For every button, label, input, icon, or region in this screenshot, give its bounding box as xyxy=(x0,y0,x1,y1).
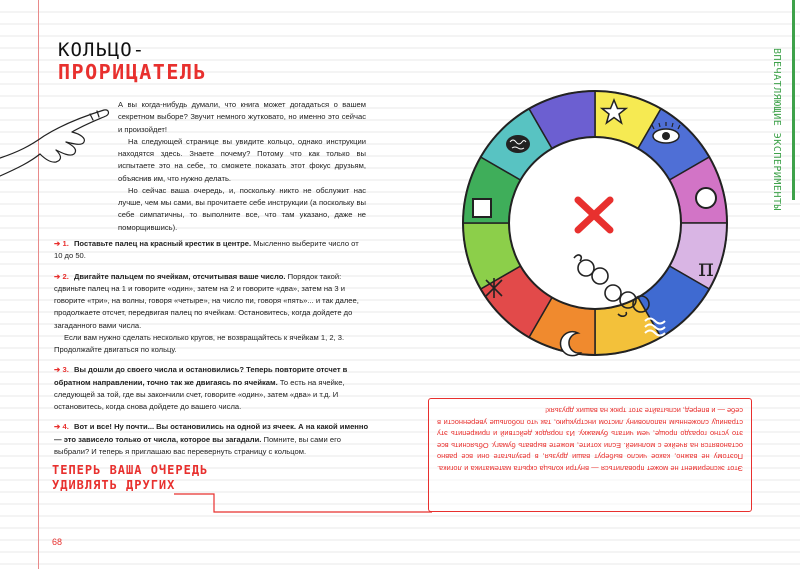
arrow-right-icon: ➔ xyxy=(54,365,61,375)
intro-paragraph: А вы когда-нибудь думали, что книга может догадаться о вашем секретном выборе? Звучит немного жутковато, но именно это сейчас и произойдет! xyxy=(118,100,366,134)
arrow-right-icon: ➔ xyxy=(54,422,61,432)
svg-text:π: π xyxy=(698,254,714,282)
page-number: 68 xyxy=(52,537,63,547)
chapter-label xyxy=(768,48,782,218)
cta-line-1: ТЕПЕРЬ ВАША ОЧЕРЕДЬ xyxy=(52,463,209,477)
step-number: 3. xyxy=(62,365,69,375)
pi-icon xyxy=(698,254,714,282)
cta-pointer-line xyxy=(174,490,434,516)
step-number: 2. xyxy=(62,271,69,281)
chapter-bar xyxy=(792,0,795,200)
chapter-label-text: ВПЕЧАТЛЯЮЩИЕ ЭКСПЕРИМЕНТЫ xyxy=(771,48,782,212)
step-3 xyxy=(54,364,369,413)
step-number: 1. xyxy=(62,239,69,248)
page-margin-line xyxy=(38,0,39,569)
prediction-ring xyxy=(460,88,730,358)
brain-icon xyxy=(506,135,530,153)
pointing-hand-icon xyxy=(0,96,112,186)
step-heading: Поставьте палец на красный крестик в центре. xyxy=(73,239,252,248)
step-number: 4. xyxy=(62,422,69,432)
title-line-1: КОЛЬЦО- xyxy=(58,39,146,61)
step-extra: Если вам нужно сделать несколько кругов, не возвращайтесь к ячейкам 1, 2, 3. Продолжайте двигаться по кольцу. xyxy=(54,332,345,354)
page-title xyxy=(58,40,207,83)
upside-down-note xyxy=(428,398,752,512)
step-body: Мысленно выберите число от 10 до 50. xyxy=(54,239,359,261)
intro-text xyxy=(118,99,366,234)
note-paragraph: Этот эксперимент не может провалиться — внутри кольца скрыта математика и логика. Поэтому не важно, какое число выберут ваши друзья, в результате они все равно остановятся на ячейке с молнией. Если хотите, можете вырвать бумагу. Объяснить все это устно гораздо проще, чем читать бумажку. Из порядок действий и прикрепить эту страницу сложенным наполовину листом инструкцию, так что побольше уверенности в себе — и вперед, испытайте этот трюк на ваших друзьях! xyxy=(437,406,743,473)
step-heading: Вы дошли до своего числа и остановились? Теперь повторите отсчет в обратном направлении, точно так же двигаясь по ячейкам. xyxy=(54,365,348,387)
circle-icon xyxy=(696,188,716,208)
arrow-right-icon: ➔ xyxy=(54,271,61,281)
steps-list xyxy=(54,238,369,466)
intro-paragraph: Но сейчас ваша очередь, и, поскольку никто не обслужит нас лучше, чем мы сами, вы прочитаете себе инструкции (а поскольку вы себе симпатичны, то выполните все, что там указано, даже не поморщившись). xyxy=(118,185,366,232)
step-heading: Вот и все! Ну почти... Вы остановились на одной из ячеек. А на какой именно — это зависело только от числа, которое вы загадали. xyxy=(54,422,369,444)
cta-line-2: УДИВЛЯТЬ ДРУГИХ xyxy=(52,478,176,492)
intro-paragraph: На следующей странице вы увидите кольцо, однако инструкции находятся здесь. Знаете почему? Потому что как только вы испытаете это на себе, то сможете показать этот фокус друзьям, объяснив им, что нужно делать. xyxy=(118,136,366,183)
step-body: Помните, вы сами его выбрали? И теперь я приглашаю вас перевернуть страницу с кольцом. xyxy=(54,434,341,456)
step-heading: Двигайте пальцем по ячейкам, отсчитывая ваше число. xyxy=(73,271,286,281)
square-icon xyxy=(473,199,491,217)
call-to-action xyxy=(52,463,208,493)
step-1 xyxy=(54,238,369,263)
arrow-right-icon: ➔ xyxy=(54,239,61,248)
title-line-2: ПРОРИЦАТЕЛЬ xyxy=(58,59,207,84)
note-text xyxy=(437,405,743,474)
step-body: Порядок такой: сдвиньте палец на 1 и говорите «один», затем на 2 и говорите «два», затем на 3 и говорите «три», на волны, говоря «четыре», на число пи, говоря «пять»... и так далее, продолжаете отсчет, передвигая палец по ячейкам. Остановитесь, когда дойдете до загаданного вами числа. xyxy=(54,271,359,330)
step-2 xyxy=(54,271,369,357)
step-body: То есть на ячейке, следующей за той, где вы закончили счет, говорите «один», затем «два» и т.д. И остановитесь, когда снова дойдете до вашего числа. xyxy=(54,377,345,411)
step-4 xyxy=(54,421,369,458)
